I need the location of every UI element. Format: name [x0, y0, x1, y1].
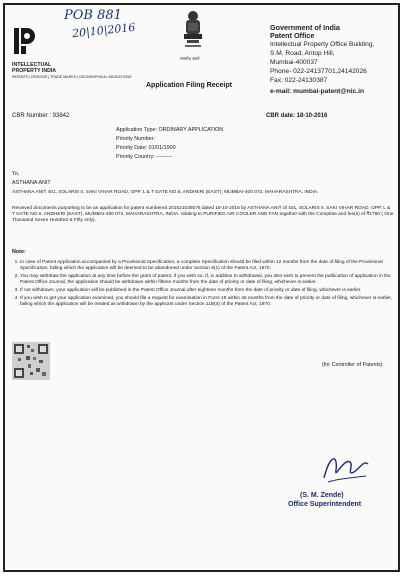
- note-item: 4. If you wish to get your application examined, you should file a request for examination in Form-18 within 48 months from the date of priority or date of filing, whichever is earlier, failing which the application will be treated as withdrawn by the applicant under Section 11B(4) of the Patent Act, 1970.: [20, 296, 400, 308]
- note-item: 1. In case of Patent Application accompanied by a Provisional Specification, a complete Specification should be filed within 12 months from the date of filing of the Provisional Specification, failing which the application will be deemed to be abandoned under Section 9(1) of the Patent Act, 1970.: [20, 260, 400, 272]
- patent-office-title: Patent Office: [270, 31, 315, 40]
- to-label: To,: [12, 171, 20, 177]
- handwritten-signature: [320, 448, 370, 488]
- office-phone: Phone- 022-24137701,24142026: [270, 68, 367, 75]
- national-emblem-icon: [180, 10, 206, 54]
- logo-line-3: PATENTS | DESIGNS | TRADE MARKS | GEOGRAPHICAL INDICATIONS: [12, 75, 132, 79]
- note-list: [6, 260, 400, 310]
- ip-india-logo: [14, 28, 36, 56]
- addressee-address: ASTHANA ANIT 401, SOLARIS II, SAKI VIHAR ROAD, OPP. L & T GATE NO.6, ANDHERI (EAST), MUMBAI-400 072, MAHARASHTRA, INDIA.: [12, 190, 319, 195]
- government-title: Government of India: [270, 23, 340, 32]
- signatory-designation: Office Superintendent: [288, 501, 362, 508]
- office-building: Intellectual Property Office Building,: [270, 41, 375, 48]
- application-type: Application Type: ORDINARY APPLICATION: [116, 127, 224, 133]
- handwritten-note-2: 20|10|2016: [71, 20, 136, 41]
- note-item: 2. You may withdraw the application at any time before the grant of patent, if you wish so. If, in addition to withdrawal, you also wish to prevent the publication of application in the Patent Office Journal, the application should be withdrawn within fifteen months from the date of priority or date of filing, whichever is earlier.: [20, 274, 400, 286]
- priority-date: Priority Date: 01/01/1900: [116, 145, 176, 151]
- office-fax: Fax: 022-24130387: [270, 77, 328, 84]
- logo-line-1: INTELLECTUAL: [12, 62, 52, 68]
- emblem-caption: सत्यमेव जयते: [180, 56, 200, 61]
- receipt-title: Application Filing Receipt: [146, 82, 232, 89]
- office-city: Mumbai-400037: [270, 59, 318, 66]
- priority-number: Priority Number:: [116, 136, 155, 142]
- office-road: S.M. Road, Antop Hill,: [270, 50, 335, 57]
- logo-line-2: PROPERTY INDIA: [12, 68, 57, 74]
- controller-label: (for Controller of Patents): [322, 362, 383, 368]
- cbr-number: CBR Number : 93842: [12, 113, 70, 119]
- receipt-body: Received documents purporting to be an application for patent numbered 201621035576 dated 18-10-2016 by ASTHANA ANIT of 401, SOLARIS II, SAKI VIHAR ROAD, OPP. L & T GATE NO.6, ANDHERI (EAST), MUMBAI-400 072, MAHARASHTRA, INDIA. relating to PURIFIED AIR COOLER AND FAN together with the Complete and fee(s) of ₹1750 ( One Thousand Seven Hundred & Fifty only).: [12, 206, 394, 223]
- priority-country: Priority Country: ---------: [116, 154, 173, 160]
- note-item: 3. If not withdrawn, your application will be published in the Patent Office Journal after eighteen months from the date of priority or date of filing, whichever is earlier.: [20, 288, 400, 294]
- handwritten-note-1: POB 881: [64, 8, 122, 23]
- addressee-name: ASTHANA ANIT: [12, 180, 51, 186]
- office-email: e-mail: mumbai-patent@nic.in: [270, 88, 364, 95]
- cbr-date: CBR date: 18-10-2016: [266, 113, 328, 119]
- signatory-name: (S. M. Zende): [300, 492, 344, 499]
- qr-code: [12, 342, 50, 380]
- note-heading: Note:: [12, 249, 26, 255]
